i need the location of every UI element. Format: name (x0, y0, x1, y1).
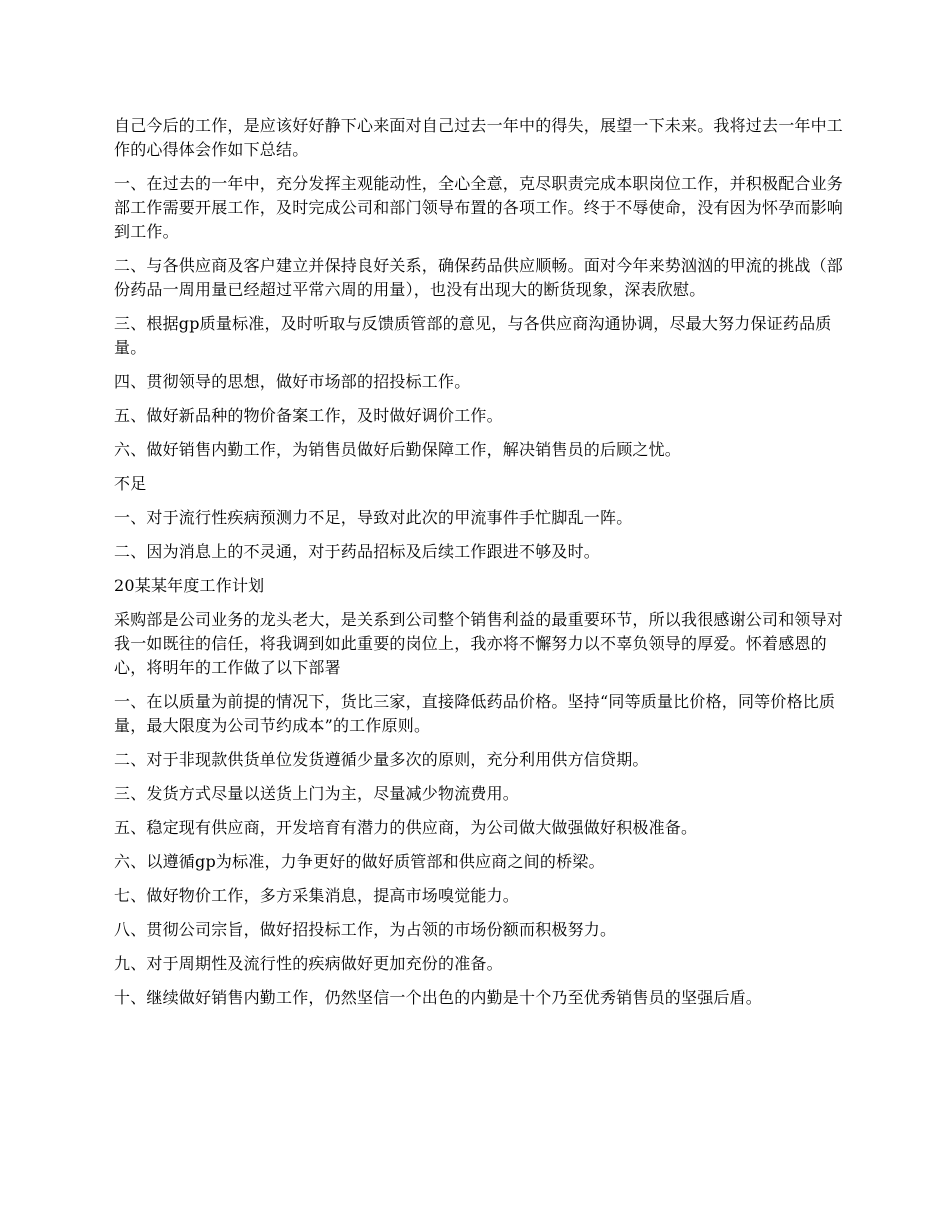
plan-item-1: 一、在以质量为前提的情况下，货比三家，直接降低药品价格。坚持“同等质量比价格，同等价格比质量，最大限度为公司节约成本”的工作原则。 (114, 692, 836, 735)
shortcoming-item-1: 一、对于流行性疾病预测力不足，导致对此次的甲流事件手忙脚乱一阵。 (114, 508, 633, 527)
shortcoming-item-2: 二、因为消息上的不灵通，对于药品招标及后续工作跟进不够及时。 (114, 542, 601, 561)
achievement-item-5: 五、做好新品种的物价备案工作，及时做好调价工作。 (114, 406, 503, 425)
plan-heading: 20某某年度工作计划 (114, 576, 265, 595)
plan-item-7: 七、做好物价工作，多方采集消息，提高市场嗅觉能力。 (114, 886, 520, 905)
shortcomings-heading: 不足 (114, 474, 147, 493)
plan-item-3: 三、发货方式尽量以送货上门为主，尽量减少物流费用。 (114, 784, 520, 803)
plan-item-5: 五、稳定现有供应商，开发培育有潜力的供应商，为公司做大做强做好积极准备。 (114, 818, 698, 837)
achievement-item-3: 三、根据gp质量标准，及时听取与反馈质管部的意见，与各供应商沟通协调，尽最大努力保证药品质量。 (114, 314, 832, 357)
intro-paragraph: 自己今后的工作，是应该好好静下心来面对自己过去一年中的得失，展望一下未来。我将过去一年中工作的心得体会作如下总结。 (114, 116, 844, 159)
plan-item-9: 九、对于周期性及流行性的疾病做好更加充份的准备。 (114, 954, 503, 973)
plan-item-6: 六、以遵循gp为标准，力争更好的做好质管部和供应商之间的桥梁。 (114, 852, 605, 871)
plan-item-8: 八、贯彻公司宗旨，做好招投标工作，为占领的市场份额而积极努力。 (114, 920, 617, 939)
plan-intro-paragraph: 采购部是公司业务的龙头老大，是关系到公司整个销售利益的最重要环节，所以我很感谢公司和领导对我一如既往的信任，将我调到如此重要的岗位上，我亦将不懈努力以不辜负领导的厚爱。怀着感恩的心，将明年的工作做了以下部署 (114, 610, 844, 677)
document-body (114, 114, 844, 1010)
plan-item-10: 十、继续做好销售内勤工作，仍然坚信一个出色的内勤是十个乃至优秀销售员的坚强后盾。 (114, 988, 763, 1007)
achievement-item-4: 四、贯彻领导的思想，做好市场部的招投标工作。 (114, 372, 471, 391)
achievement-item-1: 一、在过去的一年中，充分发挥主观能动性，全心全意，克尽职责完成本职岗位工作，并积极配合业务部工作需要开展工作，及时完成公司和部门领导布置的各项工作。终于不辱使命，没有因为怀孕而影响到工作。 (114, 174, 844, 241)
achievement-item-6: 六、做好销售内勤工作，为销售员做好后勤保障工作，解决销售员的后顾之忧。 (114, 440, 682, 459)
achievement-item-2: 二、与各供应商及客户建立并保持良好关系，确保药品供应顺畅。面对今年来势汹汹的甲流的挑战（部份药品一周用量已经超过平常六周的用量），也没有出现大的断货现象，深表欣慰。 (114, 256, 844, 299)
plan-item-2: 二、对于非现款供货单位发货遵循少量多次的原则，充分利用供方信贷期。 (114, 750, 649, 769)
